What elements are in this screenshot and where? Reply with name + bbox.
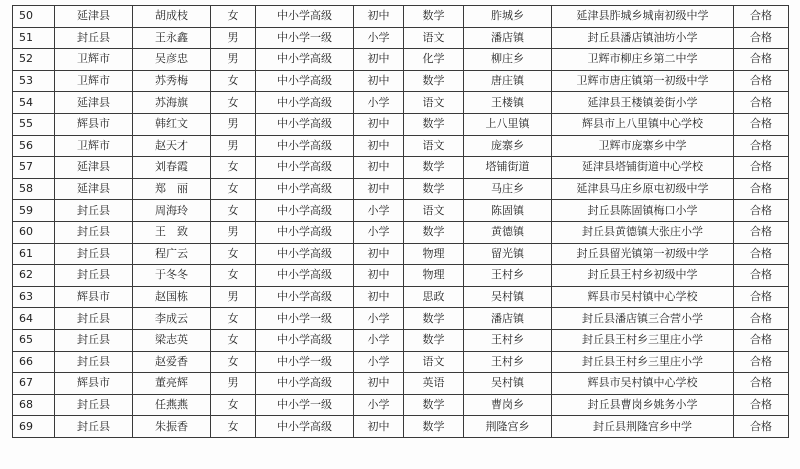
name-cell: 赵天才 (133, 135, 211, 157)
school-level-cell: 小学 (354, 329, 404, 351)
seq-no-cell: 63 (13, 286, 55, 308)
township-cell: 王楼镇 (464, 92, 552, 114)
name-cell: 胡成枝 (133, 6, 211, 28)
result-cell: 合格 (734, 200, 789, 222)
title-cell: 中小学高级 (256, 135, 354, 157)
title-cell: 中小学高级 (256, 243, 354, 265)
result-cell: 合格 (734, 394, 789, 416)
table-row (13, 265, 789, 287)
result-cell: 合格 (734, 329, 789, 351)
county-cell: 辉县市 (55, 286, 133, 308)
subject-cell: 数学 (404, 113, 464, 135)
gender-cell: 女 (211, 308, 256, 330)
table-row (13, 329, 789, 351)
gender-cell: 男 (211, 221, 256, 243)
township-cell: 胙城乡 (464, 6, 552, 28)
school-cell: 封丘县潘店镇油坊小学 (552, 27, 734, 49)
school-cell: 封丘县留光镇第一初级中学 (552, 243, 734, 265)
seq-no-cell: 53 (13, 70, 55, 92)
county-cell: 封丘县 (55, 243, 133, 265)
school-level-cell: 初中 (354, 243, 404, 265)
school-level-cell: 小学 (354, 394, 404, 416)
township-cell: 王村乡 (464, 329, 552, 351)
seq-no-cell: 62 (13, 265, 55, 287)
table-body (13, 6, 789, 438)
school-cell: 封丘县曹岗乡姚务小学 (552, 394, 734, 416)
school-level-cell: 小学 (354, 27, 404, 49)
table-row (13, 221, 789, 243)
subject-cell: 数学 (404, 70, 464, 92)
title-cell: 中小学高级 (256, 200, 354, 222)
gender-cell: 女 (211, 243, 256, 265)
table-row (13, 6, 789, 28)
subject-cell: 数学 (404, 329, 464, 351)
county-cell: 延津县 (55, 157, 133, 179)
county-cell: 卫辉市 (55, 135, 133, 157)
school-level-cell: 小学 (354, 221, 404, 243)
school-level-cell: 小学 (354, 308, 404, 330)
gender-cell: 男 (211, 49, 256, 71)
school-level-cell: 初中 (354, 70, 404, 92)
seq-no-cell: 55 (13, 113, 55, 135)
school-level-cell: 初中 (354, 178, 404, 200)
name-cell: 赵国栋 (133, 286, 211, 308)
seq-no-cell: 58 (13, 178, 55, 200)
title-cell: 中小学一级 (256, 308, 354, 330)
school-cell: 卫辉市唐庄镇第一初级中学 (552, 70, 734, 92)
school-level-cell: 初中 (354, 416, 404, 438)
school-cell: 延津县王楼镇姜街小学 (552, 92, 734, 114)
township-cell: 王村乡 (464, 351, 552, 373)
title-cell: 中小学高级 (256, 6, 354, 28)
title-cell: 中小学高级 (256, 70, 354, 92)
township-cell: 吴村镇 (464, 286, 552, 308)
subject-cell: 数学 (404, 221, 464, 243)
name-cell: 吴彦忠 (133, 49, 211, 71)
seq-no-cell: 50 (13, 6, 55, 28)
school-cell: 封丘县王村乡三里庄小学 (552, 329, 734, 351)
name-cell: 任燕燕 (133, 394, 211, 416)
name-cell: 董亮辉 (133, 373, 211, 395)
table-row (13, 49, 789, 71)
title-cell: 中小学高级 (256, 157, 354, 179)
seq-no-cell: 64 (13, 308, 55, 330)
township-cell: 荆隆宫乡 (464, 416, 552, 438)
name-cell: 郑 丽 (133, 178, 211, 200)
seq-no-cell: 57 (13, 157, 55, 179)
seq-no-cell: 67 (13, 373, 55, 395)
title-cell: 中小学高级 (256, 329, 354, 351)
table-row (13, 416, 789, 438)
name-cell: 赵爱香 (133, 351, 211, 373)
result-cell: 合格 (734, 243, 789, 265)
gender-cell: 男 (211, 27, 256, 49)
title-cell: 中小学一级 (256, 27, 354, 49)
title-cell: 中小学高级 (256, 178, 354, 200)
school-cell: 卫辉市柳庄乡第二中学 (552, 49, 734, 71)
teacher-roster-table (12, 5, 789, 438)
result-cell: 合格 (734, 113, 789, 135)
school-cell: 延津县马庄乡原屯初级中学 (552, 178, 734, 200)
school-level-cell: 初中 (354, 265, 404, 287)
county-cell: 封丘县 (55, 329, 133, 351)
subject-cell: 语文 (404, 200, 464, 222)
school-level-cell: 初中 (354, 157, 404, 179)
title-cell: 中小学高级 (256, 49, 354, 71)
county-cell: 卫辉市 (55, 70, 133, 92)
school-cell: 辉县市上八里镇中心学校 (552, 113, 734, 135)
gender-cell: 女 (211, 178, 256, 200)
subject-cell: 化学 (404, 49, 464, 71)
gender-cell: 女 (211, 157, 256, 179)
subject-cell: 数学 (404, 394, 464, 416)
name-cell: 苏海旗 (133, 92, 211, 114)
county-cell: 封丘县 (55, 265, 133, 287)
school-cell: 延津县胙城乡城南初级中学 (552, 6, 734, 28)
name-cell: 朱振香 (133, 416, 211, 438)
subject-cell: 数学 (404, 6, 464, 28)
school-level-cell: 初中 (354, 6, 404, 28)
subject-cell: 语文 (404, 351, 464, 373)
result-cell: 合格 (734, 135, 789, 157)
gender-cell: 女 (211, 92, 256, 114)
table-row (13, 394, 789, 416)
seq-no-cell: 69 (13, 416, 55, 438)
result-cell: 合格 (734, 265, 789, 287)
township-cell: 陈固镇 (464, 200, 552, 222)
school-cell: 封丘县陈固镇梅口小学 (552, 200, 734, 222)
subject-cell: 数学 (404, 157, 464, 179)
seq-no-cell: 59 (13, 200, 55, 222)
school-level-cell: 初中 (354, 113, 404, 135)
seq-no-cell: 66 (13, 351, 55, 373)
school-level-cell: 初中 (354, 286, 404, 308)
title-cell: 中小学高级 (256, 416, 354, 438)
county-cell: 辉县市 (55, 113, 133, 135)
gender-cell: 女 (211, 200, 256, 222)
school-cell: 辉县市吴村镇中心学校 (552, 286, 734, 308)
gender-cell: 女 (211, 394, 256, 416)
county-cell: 延津县 (55, 178, 133, 200)
result-cell: 合格 (734, 6, 789, 28)
gender-cell: 男 (211, 373, 256, 395)
title-cell: 中小学高级 (256, 373, 354, 395)
title-cell: 中小学高级 (256, 286, 354, 308)
table-row (13, 243, 789, 265)
title-cell: 中小学高级 (256, 221, 354, 243)
seq-no-cell: 60 (13, 221, 55, 243)
name-cell: 周海玲 (133, 200, 211, 222)
school-level-cell: 初中 (354, 373, 404, 395)
township-cell: 黄德镇 (464, 221, 552, 243)
table-row (13, 351, 789, 373)
county-cell: 卫辉市 (55, 49, 133, 71)
gender-cell: 男 (211, 113, 256, 135)
title-cell: 中小学高级 (256, 92, 354, 114)
school-cell: 辉县市吴村镇中心学校 (552, 373, 734, 395)
gender-cell: 女 (211, 70, 256, 92)
name-cell: 于冬冬 (133, 265, 211, 287)
subject-cell: 英语 (404, 373, 464, 395)
title-cell: 中小学一级 (256, 394, 354, 416)
gender-cell: 男 (211, 135, 256, 157)
result-cell: 合格 (734, 416, 789, 438)
township-cell: 留光镇 (464, 243, 552, 265)
seq-no-cell: 56 (13, 135, 55, 157)
township-cell: 潘店镇 (464, 308, 552, 330)
county-cell: 封丘县 (55, 394, 133, 416)
gender-cell: 女 (211, 351, 256, 373)
name-cell: 韩红文 (133, 113, 211, 135)
result-cell: 合格 (734, 157, 789, 179)
table-row (13, 92, 789, 114)
table-row (13, 135, 789, 157)
name-cell: 王永鑫 (133, 27, 211, 49)
seq-no-cell: 65 (13, 329, 55, 351)
county-cell: 封丘县 (55, 351, 133, 373)
school-cell: 卫辉市庞寨乡中学 (552, 135, 734, 157)
school-cell: 封丘县荆隆宫乡中学 (552, 416, 734, 438)
table-row (13, 157, 789, 179)
township-cell: 塔铺街道 (464, 157, 552, 179)
subject-cell: 数学 (404, 416, 464, 438)
name-cell: 刘春霞 (133, 157, 211, 179)
name-cell: 梁志英 (133, 329, 211, 351)
result-cell: 合格 (734, 49, 789, 71)
county-cell: 封丘县 (55, 221, 133, 243)
table-row (13, 286, 789, 308)
title-cell: 中小学高级 (256, 265, 354, 287)
result-cell: 合格 (734, 27, 789, 49)
result-cell: 合格 (734, 286, 789, 308)
township-cell: 柳庄乡 (464, 49, 552, 71)
township-cell: 吴村镇 (464, 373, 552, 395)
subject-cell: 数学 (404, 178, 464, 200)
subject-cell: 物理 (404, 265, 464, 287)
name-cell: 程广云 (133, 243, 211, 265)
school-cell: 封丘县黄德镇大张庄小学 (552, 221, 734, 243)
title-cell: 中小学高级 (256, 113, 354, 135)
result-cell: 合格 (734, 178, 789, 200)
seq-no-cell: 54 (13, 92, 55, 114)
township-cell: 唐庄镇 (464, 70, 552, 92)
subject-cell: 物理 (404, 243, 464, 265)
county-cell: 封丘县 (55, 416, 133, 438)
seq-no-cell: 51 (13, 27, 55, 49)
county-cell: 封丘县 (55, 308, 133, 330)
school-cell: 封丘县潘店镇三合营小学 (552, 308, 734, 330)
gender-cell: 女 (211, 265, 256, 287)
table-row (13, 70, 789, 92)
name-cell: 王 致 (133, 221, 211, 243)
township-cell: 曹岗乡 (464, 394, 552, 416)
result-cell: 合格 (734, 351, 789, 373)
school-level-cell: 初中 (354, 135, 404, 157)
table-row (13, 308, 789, 330)
seq-no-cell: 52 (13, 49, 55, 71)
table-row (13, 373, 789, 395)
county-cell: 延津县 (55, 6, 133, 28)
school-level-cell: 小学 (354, 200, 404, 222)
name-cell: 李成云 (133, 308, 211, 330)
table-row (13, 113, 789, 135)
subject-cell: 语文 (404, 135, 464, 157)
township-cell: 潘店镇 (464, 27, 552, 49)
name-cell: 苏秀梅 (133, 70, 211, 92)
school-cell: 封丘县王村乡三里庄小学 (552, 351, 734, 373)
township-cell: 庞寨乡 (464, 135, 552, 157)
table-row (13, 178, 789, 200)
county-cell: 封丘县 (55, 27, 133, 49)
gender-cell: 男 (211, 286, 256, 308)
school-cell: 封丘县王村乡初级中学 (552, 265, 734, 287)
county-cell: 延津县 (55, 92, 133, 114)
township-cell: 马庄乡 (464, 178, 552, 200)
table-row (13, 200, 789, 222)
subject-cell: 语文 (404, 92, 464, 114)
gender-cell: 女 (211, 416, 256, 438)
title-cell: 中小学一级 (256, 351, 354, 373)
school-cell: 延津县塔铺街道中心学校 (552, 157, 734, 179)
result-cell: 合格 (734, 308, 789, 330)
seq-no-cell: 68 (13, 394, 55, 416)
county-cell: 封丘县 (55, 200, 133, 222)
result-cell: 合格 (734, 373, 789, 395)
result-cell: 合格 (734, 221, 789, 243)
subject-cell: 语文 (404, 27, 464, 49)
school-level-cell: 小学 (354, 351, 404, 373)
gender-cell: 女 (211, 6, 256, 28)
township-cell: 王村乡 (464, 265, 552, 287)
gender-cell: 女 (211, 329, 256, 351)
school-level-cell: 初中 (354, 49, 404, 71)
township-cell: 上八里镇 (464, 113, 552, 135)
table-row (13, 27, 789, 49)
county-cell: 辉县市 (55, 373, 133, 395)
school-level-cell: 小学 (354, 92, 404, 114)
subject-cell: 思政 (404, 286, 464, 308)
result-cell: 合格 (734, 92, 789, 114)
result-cell: 合格 (734, 70, 789, 92)
seq-no-cell: 61 (13, 243, 55, 265)
subject-cell: 数学 (404, 308, 464, 330)
